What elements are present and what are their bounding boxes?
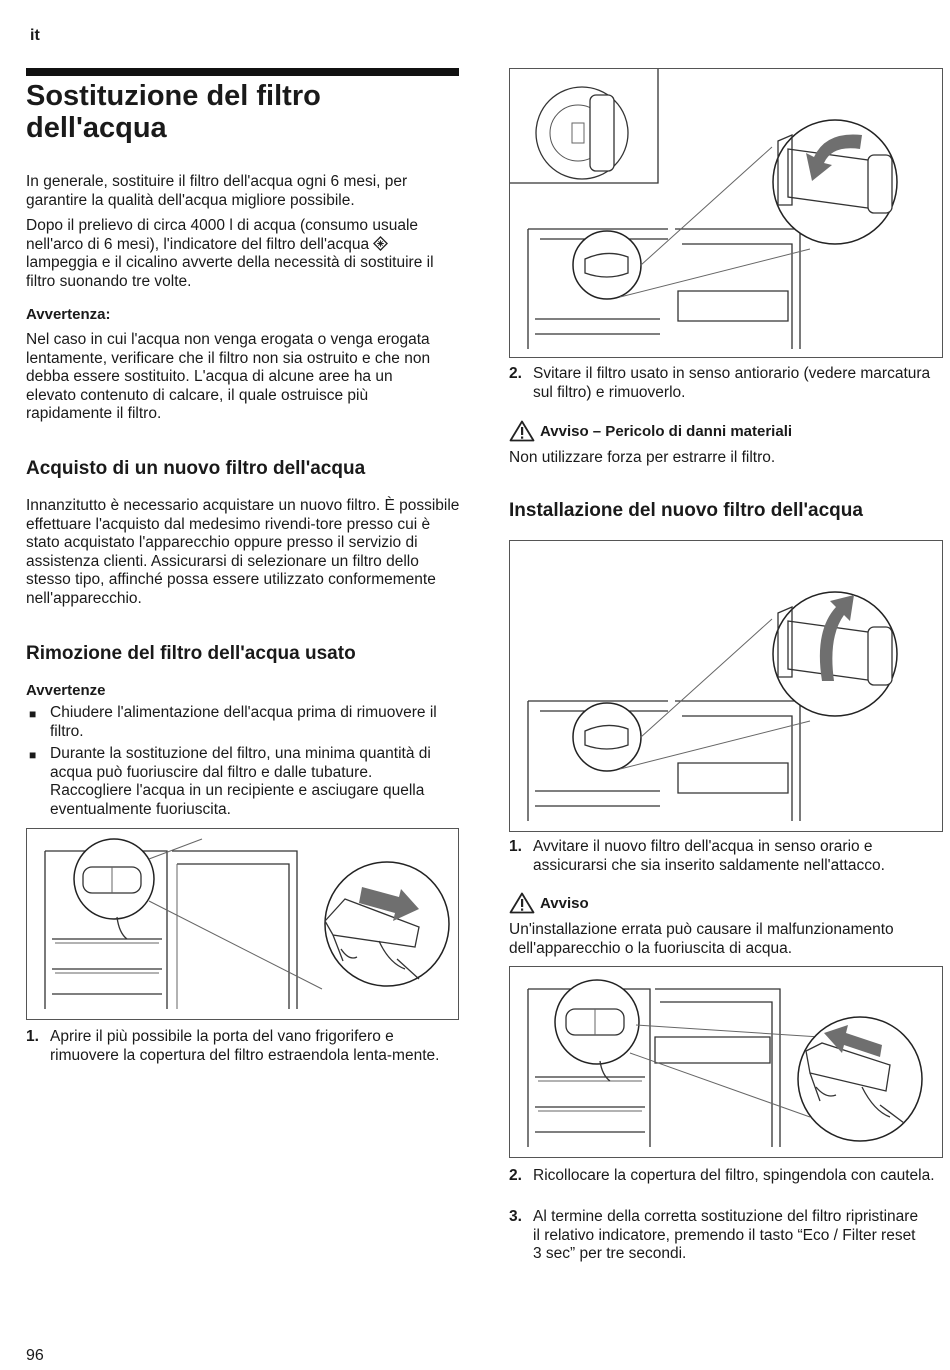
- page-title: Sostituzione del filtro dell'acqua: [26, 80, 321, 144]
- page-number: 96: [26, 1347, 44, 1364]
- removal-heading: Rimozione del filtro dell'acqua usato: [26, 643, 356, 664]
- install-step-3-text: Al termine della corretta sostituzione del filtro ripristinare il relativo indicatore, premendo il tasto “Eco / Filter reset 3 sec” per tre secondi.: [533, 1208, 919, 1263]
- intro-paragraph-2-a: Dopo il prelievo di circa 4000 l di acqua (consumo usuale nell'arco di 6 mesi), l'indicatore del filtro dell'acqua: [26, 217, 419, 253]
- language-code: it: [30, 27, 40, 44]
- install-step-1-text: Avvitare il nuovo filtro dell'acqua in senso orario e assicurarsi che sia inserito saldamente nell'attacco.: [533, 838, 885, 874]
- bullet-item-2: Durante la sostituzione del filtro, una minima quantità di acqua può fuoriuscire dal filtro e dalle tubature. Raccogliere l'acqua in un recipiente e asciugare quella eventualmente fuoriuscita.: [50, 745, 431, 818]
- bullet-marker: ■: [29, 707, 37, 721]
- illustration-screw-filter: [509, 540, 943, 832]
- unscrew-step-number: 2.: [509, 365, 522, 382]
- install-step-2-number: 2.: [509, 1167, 522, 1184]
- warning-1-text: Non utilizzare forza per estrarre il filtro.: [509, 449, 776, 466]
- step-1-text: Aprire il più possibile la porta del vano frigorifero e rimuovere la copertura del filtro estraendola lenta-mente.: [50, 1028, 440, 1064]
- warning-1: [509, 420, 792, 442]
- bullet-item-1: Chiudere l'alimentazione dell'acqua prima di rimuovere il filtro.: [50, 704, 437, 740]
- install-step-2-text: Ricollocare la copertura del filtro, spingendola con cautela.: [533, 1167, 935, 1184]
- install-step-1-number: 1.: [509, 838, 522, 855]
- title-rule: [26, 68, 459, 76]
- warning-1-title: Avviso – Pericolo di danni materiali: [540, 422, 793, 440]
- bullet-marker: ■: [29, 748, 37, 762]
- warning-2-title: Avviso: [540, 894, 589, 912]
- warning-2-text: Un'installazione errata può causare il malfunzionamento dell'apparecchio o la fuoriuscita di acqua.: [509, 921, 894, 957]
- warning-triangle-icon: [509, 420, 535, 442]
- purchase-text: Innanzitutto è necessario acquistare un nuovo filtro. È possibile effettuare l'acquisto dal medesimo rivendi-tore presso cui è stato acquistato l'apparecchio oppure presso il servizio di assistenza clienti. Assicurarsi di selezionare un filtro dello stesso tipo, affinché possa essere utilizzato conformemente nell'apparecchio.: [26, 497, 460, 607]
- purchase-heading: Acquisto di un nuovo filtro dell'acqua: [26, 458, 366, 479]
- note-text: Nel caso in cui l'acqua non venga erogata o venga erogata lentamente, verificare che il filtro non sia ostruito e che non debba essere sostituito. L'acqua di alcune aree ha un elevato contenuto di calcare, il quale ostruisce più rapidamente il filtro.: [26, 331, 431, 423]
- warning-2: [509, 892, 589, 914]
- illustration-replace-cover: [509, 966, 943, 1158]
- illustration-remove-cover: [26, 828, 459, 1020]
- warning-triangle-icon: [509, 892, 535, 914]
- step-1-number: 1.: [26, 1028, 39, 1045]
- filter-indicator-icon: [373, 236, 388, 251]
- note-label: Avvertenza:: [26, 306, 111, 323]
- intro-paragraph-2: [26, 217, 451, 291]
- install-step-3-number: 3.: [509, 1208, 522, 1225]
- intro-paragraph-1: In generale, sostituire il filtro dell'acqua ogni 6 mesi, per garantire la qualità dell'acqua migliore possibile.: [26, 173, 408, 209]
- removal-notes-label: Avvertenze: [26, 682, 106, 699]
- unscrew-step-text: Svitare il filtro usato in senso antiorario (vedere marcatura sul filtro) e rimuoverlo.: [533, 365, 931, 401]
- install-heading: Installazione del nuovo filtro dell'acqua: [509, 500, 863, 521]
- illustration-unscrew-filter: [509, 68, 943, 358]
- intro-paragraph-2-b: lampeggia e il cicalino avverte della necessità di sostituire il filtro suonando tre volte.: [26, 254, 434, 290]
